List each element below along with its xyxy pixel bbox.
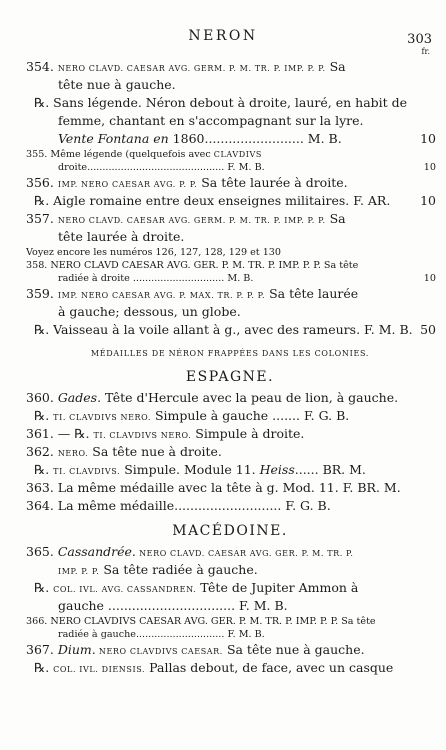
entry-365-reverse1: ℞. COL. IVL. AVG. CASSANDREN. Tête de Jupiter Ammon à [34, 580, 359, 595]
entry-367-reverse: ℞. COL. IVL. DIENSIS. Pallas debout, de face, avec un casque [34, 660, 394, 675]
note-voyez: Voyez encore les numéros 126, 127, 128, 129 et 130 [26, 247, 282, 258]
catalogue-body [26, 58, 434, 677]
entry-365-reverse2: gauche ................................ F. M. B. [58, 598, 288, 613]
entry-359-line2: à gauche; dessous, un globe. [58, 304, 241, 319]
entry-354-reverse3: Vente Fontana en 1860......................... M. B. 10 [58, 131, 436, 146]
running-head: NERON [188, 28, 258, 44]
entry-366-line1: 366. NERO CLAVDIVS CAESAR AVG. GER. P. M. TR. P. IMP. P. P. Sa tête [26, 616, 376, 627]
page-fr: fr. [421, 47, 430, 56]
section-macedoine: MACÉDOINE. [172, 523, 288, 539]
entry-364: 364. La même médaille........................... F. G. B. [26, 498, 331, 513]
entry-354-line1: 354. NERO CLAVD. CAESAR AVG. GERM. P. M. TR. P. IMP. P. P. Sa [26, 59, 346, 74]
entry-360-reverse: ℞. TI. CLAVDIVS NERO. Simpule à gauche ....... F. G. B. [34, 408, 350, 423]
entry-356: 356. IMP. NERO CAESAR AVG. P. P. Sa tête laurée à droite. [26, 175, 348, 190]
entry-358-line2: radiée à droite .............................. M. B. 10 [58, 273, 436, 284]
entry-362-reverse: ℞. TI. CLAVDIVS. Simpule. Module 11. Heiss...... BR. M. [34, 462, 366, 477]
entry-360: 360. Gades. Tête d'Hercule avec la peau de lion, à gauche. [26, 390, 399, 405]
entry-365-line1: 365. Cassandrée. NERO CLAVD. CAESAR AVG. GER. P. M. TR. P. [26, 544, 354, 559]
entry-359-line1: 359. IMP. NERO CAESAR AVG. P. MAX. TR. P. P. P. Sa tête laurée [26, 286, 359, 301]
page-number: 303 [407, 32, 432, 47]
entry-358-line1: 358. NERO CLAVD CAESAR AVG. GER. P. M. TR. P. IMP. P. P. Sa tête [26, 260, 359, 271]
entry-367: 367. Dium. NERO CLAVDIVS CAESAR. Sa tête nue à gauche. [26, 642, 365, 657]
entry-354-reverse2: femme, chantant en s'accompagnant sur la lyre. [58, 113, 364, 128]
entry-365-line2: IMP. P. P. Sa tête radiée à gauche. [58, 562, 258, 577]
entry-355-line2: droite............................................. F. M. B. 10 [58, 162, 436, 173]
entry-363: 363. La même médaille avec la tête à g. Mod. 11. F. BR. M. [26, 480, 401, 495]
entry-354-line2: tête nue à gauche. [58, 77, 176, 92]
section-espagne: ESPAGNE. [185, 369, 275, 385]
entry-354-reverse1: ℞. Sans légende. Néron debout à droite, lauré, en habit de [34, 95, 408, 110]
colonies-subheading: MÉDAILLES DE NÉRON FRAPPÉES DANS LES COLONIES. [90, 349, 370, 358]
entry-361: 361. — ℞. TI. CLAVDIVS NERO. Simpule à droite. [26, 426, 305, 441]
entry-366-line2: radiée à gauche............................. F. M. B. [58, 629, 265, 640]
entry-357-line2: tête laurée à droite. [58, 229, 185, 244]
entry-362: 362. NERO. Sa tête nue à droite. [26, 444, 222, 459]
entry-357-line1: 357. NERO CLAVD. CAESAR AVG. GERM. P. M. TR. P. IMP. P. P. Sa [26, 211, 346, 226]
entry-356-reverse: ℞. Aigle romaine entre deux enseignes militaires. F. AR. 10 [34, 193, 436, 208]
entry-359-reverse: ℞. Vaisseau à la voile allant à g., avec des rameurs. F. M. B. 50 [34, 322, 436, 337]
entry-355-line1: 355. Même légende (quelquefois avec CLAVDIVS [26, 149, 262, 160]
